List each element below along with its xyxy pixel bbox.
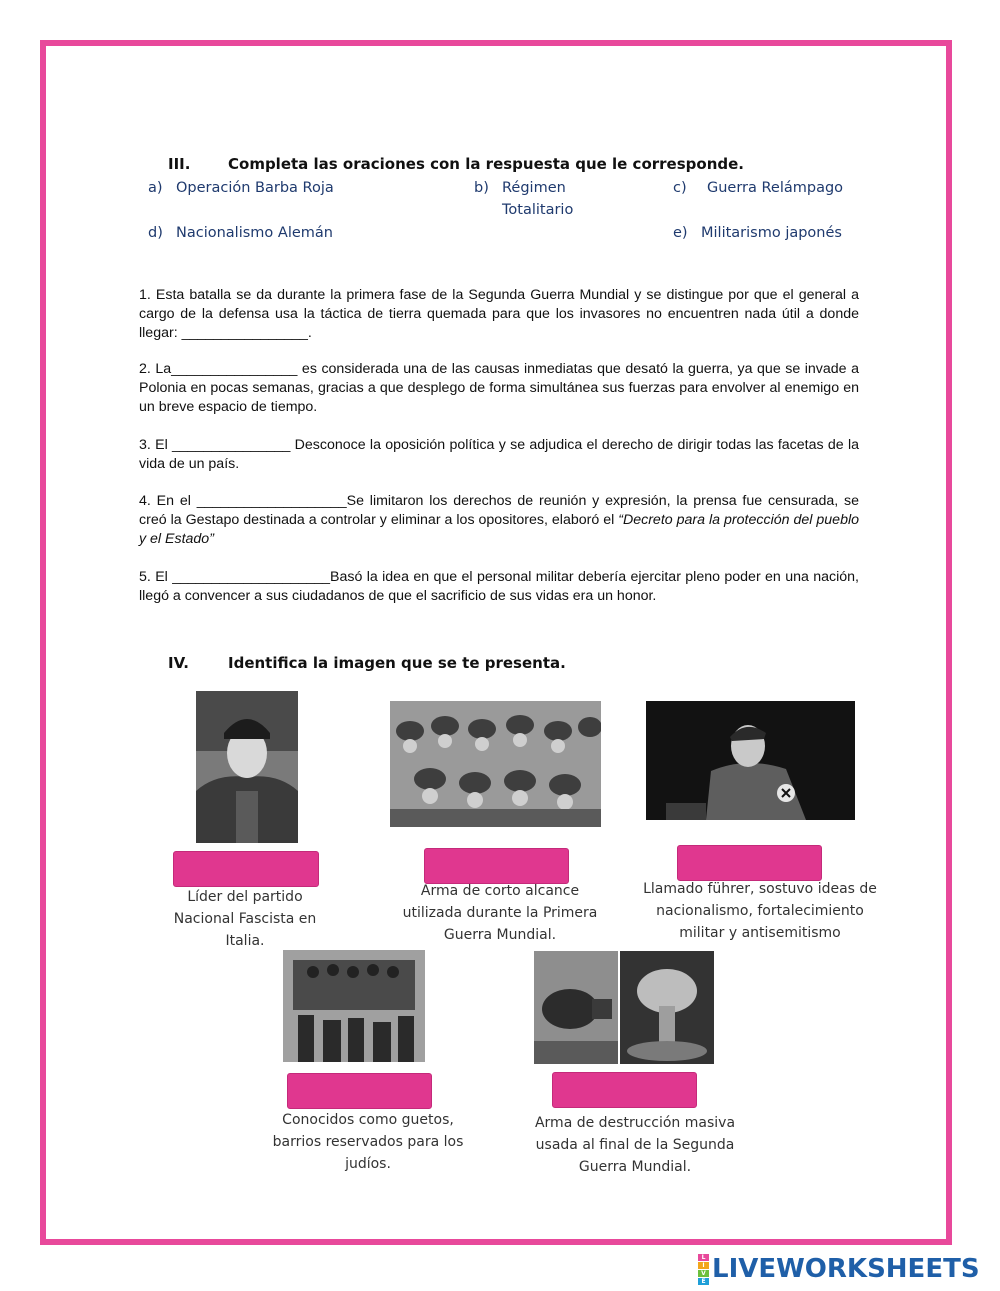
caption-1: Líder del partido Nacional Fascista en Italia.	[173, 889, 317, 949]
photo-fuhrer	[646, 701, 855, 820]
photo-ghetto	[283, 950, 425, 1062]
ghetto-illustration	[283, 950, 425, 1062]
option-e	[673, 222, 842, 244]
photo-gas-masks	[390, 701, 601, 827]
section-4-heading	[168, 654, 566, 672]
option-text: Guerra Relámpago	[707, 180, 844, 196]
question-4	[139, 492, 859, 549]
option-text: Régimen Totalitario	[502, 180, 574, 218]
liveworksheets-logo	[698, 1254, 980, 1284]
logo-blocks-icon: L I V E	[698, 1254, 709, 1285]
question-2: 2. La________________ es considerada una de las causas inmediatas que desató la guerra, ya que se invade a Polonia en pocas semanas, gracias a que desplego de forma simultánea sus fuerzas para envolver al enemigo en un breve espacio de tiempo.	[139, 361, 859, 415]
speech-illustration	[646, 701, 855, 820]
caption-4: Conocidos como guetos, barrios reservados para los judíos.	[272, 1112, 464, 1172]
option-d	[148, 222, 333, 244]
option-b	[474, 177, 634, 221]
option-c	[673, 177, 843, 199]
option-letter: a)	[148, 180, 163, 196]
caption-2: Arma de corto alcance utilizada durante la Primera Guerra Mundial.	[402, 883, 598, 943]
section-3-title: Completa las oraciones con la respuesta que le corresponde.	[228, 155, 744, 173]
photo-fascist-leader	[196, 691, 298, 843]
section-3-heading	[168, 155, 744, 173]
answer-box-3[interactable]	[677, 845, 822, 881]
section-3-number: III.	[168, 155, 191, 173]
option-letter: c)	[673, 180, 687, 196]
option-text: Nacionalismo Alemán	[176, 225, 333, 241]
logo-text: LIVEWORKSHEETS	[712, 1254, 980, 1284]
option-text: Operación Barba Roja	[176, 180, 334, 196]
caption-5: Arma de destrucción masiva usada al final de la Segunda Guerra Mundial.	[534, 1115, 736, 1175]
option-a	[148, 177, 334, 199]
caption-3: Llamado führer, sostuvo ideas de nacionalismo, fortalecimiento militar y antisemitismo	[643, 881, 877, 941]
answer-box-5[interactable]	[552, 1072, 697, 1108]
option-letter: e)	[673, 225, 688, 241]
question-1: 1. Esta batalla se da durante la primera fase de la Segunda Guerra Mundial y se distingue por que el general a cargo de la defensa usa la táctica de tierra quemada para que los invasores no encuentren nada útil a donde llegar: ________________.	[139, 287, 859, 341]
answer-box-2[interactable]	[424, 848, 569, 884]
question-4-text: 4. En el ___________________Se limitaron los derechos de reunión y expresión, la prensa fue censurada, se creó la Gestapo destinada a controlar y eliminar a los opositores, elaboró el	[139, 493, 859, 528]
option-text: Militarismo japonés	[701, 225, 842, 241]
option-letter: d)	[148, 225, 163, 241]
option-letter: b)	[474, 180, 489, 196]
answer-box-4[interactable]	[287, 1073, 432, 1109]
question-4-decree: “Decreto para la protección del pueblo y el Estado”	[139, 512, 860, 547]
photo-atomic-bomb	[534, 951, 714, 1064]
question-5: 5. El ____________________Basó la idea en que el personal militar debería ejercitar pleno poder en una nación, llegó a convencer a sus ciudadanos de que el sacrificio de sus vidas era un honor.	[139, 569, 859, 604]
question-3: 3. El _______________ Desconoce la oposición política y se adjudica el derecho de dirigir todas las facetas de la vida de un país.	[139, 437, 859, 472]
answer-box-1[interactable]	[173, 851, 319, 887]
portrait-illustration	[196, 691, 298, 843]
soldiers-illustration	[390, 701, 601, 827]
section-4-number: IV.	[168, 654, 189, 672]
section-4-title: Identifica la imagen que se te presenta.	[228, 654, 566, 672]
bomb-illustration	[534, 951, 714, 1064]
